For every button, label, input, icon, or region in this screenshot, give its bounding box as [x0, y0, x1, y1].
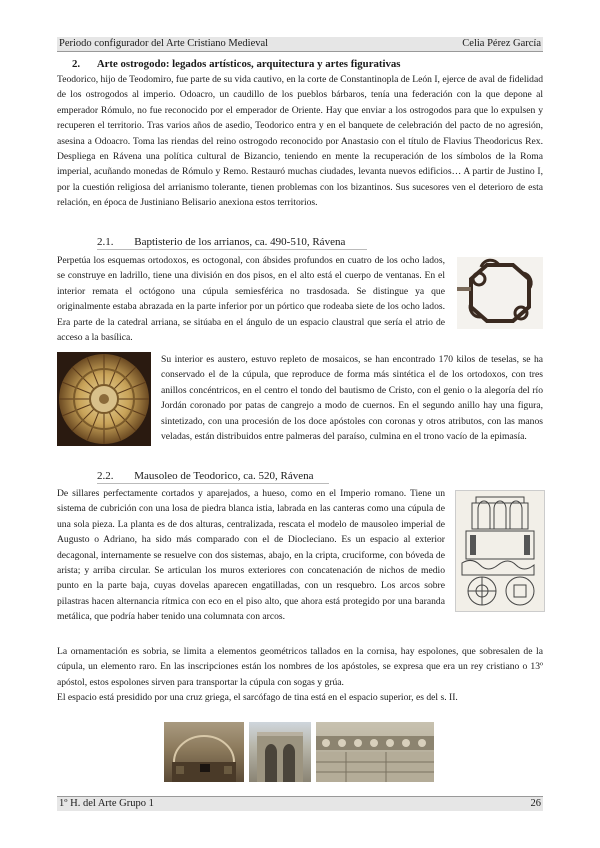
section-2-2-number: 2.2. [97, 470, 114, 482]
section-2-number: 2. [72, 58, 81, 70]
mausoleum-interior-photo [164, 722, 244, 782]
page-header [57, 37, 543, 52]
page-number: 26 [530, 798, 541, 809]
baptistery-floor-plan-image [457, 257, 543, 329]
header-course-title: Periodo configurador del Arte Cristiano Medieval [59, 38, 269, 49]
section-2-paragraph: Teodorico, hijo de Teodomiro, fue parte de su vida cautivo, en la corte de Constantinopla de León I, ejerce de aval de fidelidad de los ostrogodos al imperio. Odoacro, un caudillo de los pueblos bárbaros, tenía una federación con la que depone al emperador Rómulo, no fue reconocido por el emperador de Oriente. Hay que enviar a los ostrogodos para que lo expulsen y recuperen el territorio. Tras varios años de asedio, Teodorico entra y en el banquete de celebración del pacto de no agresión, asesina a Odoacro. Toma las riendas del reino ostrogodo reconocido por Anastasio con el título de Flavius Theodoricus Rex. Despliega en Rávena una política cultural de Bizancio, teniendo en mente la recuperación de los símbolos de la Roma imperial, acuñando monedas de Rómulo y Remo. Restauró muchas ciudades, levanta nuevos edificios… A partir de Justino I, por la cuestión religiosa del arrianismo tolerante, tienen problemas con los bizantinos. Sus sucesores ven el deterioro de esta relación, en época de Justiniano Belisario anexiona estos territorios. [57, 74, 543, 209]
section-2-1-title: Baptisterio de los arrianos, ca. 490-510, Rávena [134, 236, 346, 248]
section-2-title: Arte ostrogodo: legados artísticos, arquitectura y artes figurativas [96, 58, 401, 70]
page-footer [57, 796, 543, 811]
mausoleum-cornice-photo [316, 722, 434, 782]
section-2-1-heading [97, 236, 367, 250]
section-2-2-heading [97, 470, 329, 484]
header-author: Celia Pérez García [462, 38, 541, 49]
section-2-1-paragraph-1: Perpetúa los esquemas ortodoxos, es octogonal, con ábsides profundos en cuatro de los ocho lados, se construye en ladrillo, tiene una división en dos pisos, en el alto está el cuerpo de ventanas. En el interior remata el octógono una cúpula semiesférica no trasdosada. Se distingue ya que originalmente estaba abrazada en la parte inferior por un pórtico que rodeaba siete de los ocho lados. Era parte de la catedral arriana, se sitúaba en el ángulo de un espacio claustral que sería el atrio de acceso a la basílica. [57, 255, 445, 344]
section-2-1-number: 2.1. [97, 236, 114, 248]
footer-course: 1º H. del Arte Grupo 1 [59, 798, 154, 809]
section-2-2-paragraph-3: El espacio está presidido por una cruz griega, el sarcófago de tina está en el espacio superior, es del s. II. [57, 692, 458, 703]
baptistery-dome-mosaic-image [57, 352, 151, 446]
mausoleum-exterior-photo [249, 722, 311, 782]
section-2-heading [72, 58, 400, 70]
mausoleum-drawing-image [455, 490, 545, 612]
section-2-2-title: Mausoleo de Teodorico, ca. 520, Rávena [134, 470, 314, 482]
section-2-1-paragraph-2: Su interior es austero, estuvo repleto de mosaicos, se han encontrado 170 kilos de teselas, se ha conservado el de la cúpula, que reproduce de forma más sintética el de los ortodoxos, con tres anillos concéntricos, en el centro el tondo del bautismo de Cristo, con el genio o la alegoría del río Jordán coronado por patas de cangrejo a modo de cuernos. En el segundo anillo hay una figura, sintetizado, con una procesión de los doce apóstoles con coronas y otros atributos, con las manos veladas, están distribuidos entre palmeras del paraíso, culmina en el trono vacío de la epimasía. [161, 354, 543, 443]
section-2-2-paragraph-2: La ornamentación es sobria, se limita a elementos geométricos tallados en la cornisa, hay espolones, que sobresalen de la cúpula, un elemento raro. En las inscripciones están los nombres de los apóstoles, se expresa que era un rey cristiano o 13º apóstol, estos espolones sirven para transportar la cúpula con sogas y grúa. [57, 646, 543, 688]
section-2-2-paragraph-1: De sillares perfectamente cortados y aparejados, a hueso, como en el Imperio romano. Tiene un sistema de cubrición con una losa de piedra blanca istia, labrada en las canteras como una cúpula de una sola pieza. La planta es de dos alturas, centralizada, rescata el modelo de mausoleo imperial de Augusto o Adriano, ha sido más comparado con el de Diocleciano. Es un espacio al exterior decagonal, internamente se resuelve con dos sistemas, abajo, en la cripta, cruciforme, con bóveda de arista; y arriba circular. Se articulan los muros exteriores con concatenación de nichos de medio punto en la parte baja, cuyas dovelas aparecen engatilladas, con un resquebro. Los arcos sobre pilastras hacen alternancia rítmica con eco en el piso alto, que ahora está protegido por una baranda metálica, que podría haber tenido una columnata con arcos. [57, 488, 445, 623]
